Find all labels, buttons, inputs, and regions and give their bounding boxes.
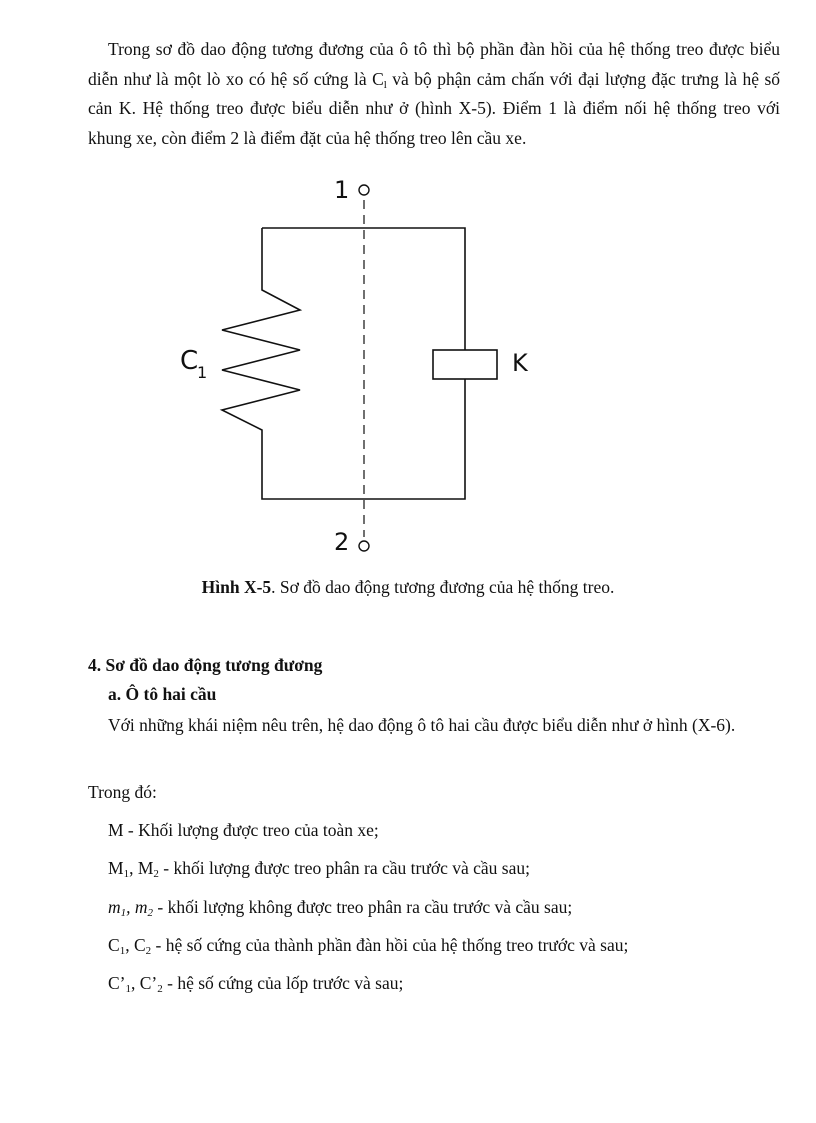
where-label: Trong đó:	[88, 782, 157, 802]
point-2-label: 2	[334, 528, 350, 556]
damper-label: K	[512, 349, 528, 377]
list-item-m12: $M_1$, $M_2$ - khối lượng được treo phân ra cầu trước và cầu sau;	[108, 858, 530, 880]
list-item-c-prime: $C’_1$, $C’_2$ - hệ số cứng của lốp trước và sau;	[108, 973, 404, 995]
figure-caption: Hình X-5. Sơ đồ dao động tương đương của hệ thống treo.	[201, 577, 615, 597]
point-1-circle	[359, 185, 369, 195]
point-1-label: 1	[334, 176, 350, 204]
point-2-circle	[359, 541, 369, 551]
section-paragraph: Với những khái niệm nêu trên, hệ dao động ô tô hai cầu được biểu diễn như ở hình (X-6).	[108, 715, 736, 735]
spring-zigzag	[222, 228, 300, 436]
list-item-c: $C_1$, $C_2$ - hệ số cứng của thành phần đàn hồi của hệ thống treo trước và sau;	[108, 935, 629, 957]
damper-box	[433, 350, 497, 379]
list-item-m: M - Khối lượng được treo của toàn xe;	[108, 820, 379, 840]
subsection-heading: a. Ô tô hai cầu	[108, 684, 217, 704]
section-heading: 4. Sơ đồ dao động tương đương	[88, 655, 323, 675]
spring-label-subscript: 1	[197, 363, 208, 382]
spring-label: C	[180, 346, 199, 376]
list-item-small-m: $m_1$, $m_2$ - khối lượng không được treo phân ra cầu trước và cầu sau;	[108, 897, 573, 919]
intro-paragraph: Trong sơ đồ dao động tương đương của ô tô thì bộ phần đàn hồi của hệ thống treo được biểu diễn như là một lò xo có hệ số cứng là $C_l$ và bộ phận cảm chấn với đại lượng đặc trưng là hệ số cản K. Hệ thống treo được biểu diễn như ở (hình X-5). Điểm 1 là điểm nối hệ thống treo với khung xe, còn điểm 2 là điểm đặt của hệ thống treo lên cầu xe.	[88, 39, 780, 148]
suspension-diagram	[170, 172, 550, 562]
